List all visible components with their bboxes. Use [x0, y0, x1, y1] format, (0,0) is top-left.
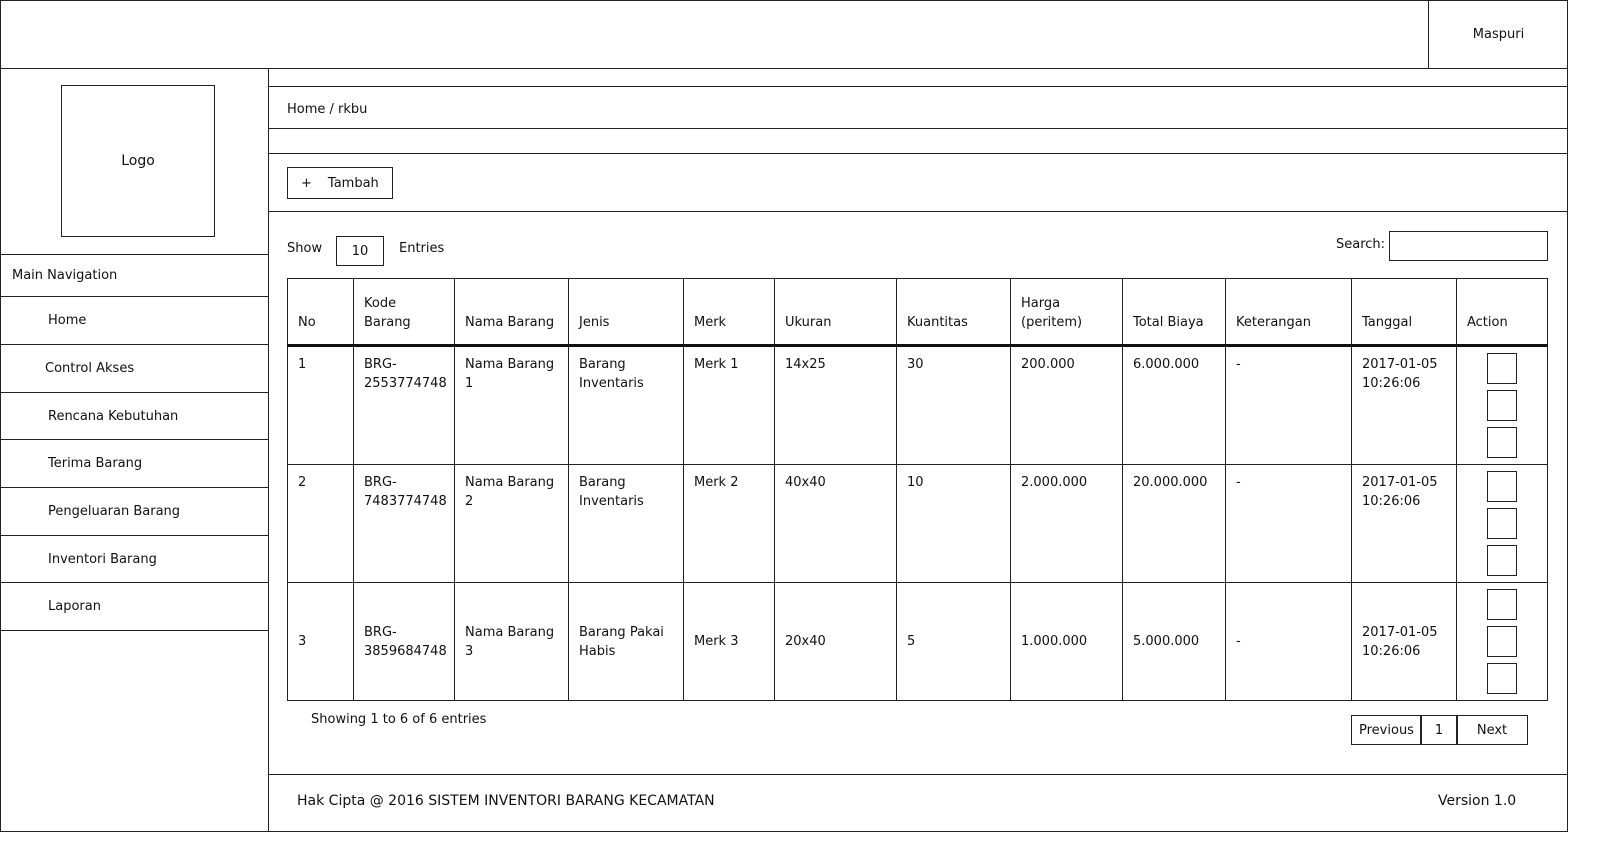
cell-keterangan: -: [1226, 465, 1352, 583]
edit-action-button[interactable]: [1487, 589, 1517, 620]
cell-no: 2: [288, 465, 354, 583]
column-header[interactable]: Keterangan: [1226, 279, 1352, 346]
cell-jenis: Barang Inventaris: [569, 346, 684, 465]
column-header[interactable]: Merk: [684, 279, 775, 346]
data-table: [287, 278, 1548, 701]
tambah-button[interactable]: [287, 167, 393, 199]
cell-action: [1457, 346, 1548, 465]
cell-ukuran: 20x40: [775, 583, 897, 701]
sidebar-item-label: Terima Barang: [48, 456, 143, 471]
view-action-button[interactable]: [1487, 626, 1517, 657]
cell-kuantitas: 30: [897, 346, 1011, 465]
cell-nama: Nama Barang 3: [455, 583, 569, 701]
column-header[interactable]: Total Biaya: [1123, 279, 1226, 346]
logo-text: Logo: [121, 153, 155, 169]
cell-ukuran: 14x25: [775, 346, 897, 465]
cell-nama: Nama Barang 2: [455, 465, 569, 583]
cell-kuantitas: 10: [897, 465, 1011, 583]
delete-action-button[interactable]: [1487, 663, 1517, 694]
sidebar-item-laporan[interactable]: [0, 582, 268, 630]
sidebar-item-label: Control Akses: [45, 361, 135, 376]
column-header[interactable]: No: [288, 279, 354, 346]
cell-tanggal: 2017-01-05 10:26:06: [1352, 583, 1457, 701]
table-info: Showing 1 to 6 of 6 entries: [311, 712, 487, 727]
search-label: Search:: [1336, 237, 1386, 252]
cell-harga: 200.000: [1011, 346, 1123, 465]
cell-no: 1: [288, 346, 354, 465]
sidebar-item-rencana-kebutuhan[interactable]: [0, 392, 268, 439]
sidebar-item-control-akses[interactable]: [0, 344, 268, 392]
nav-section-header: [0, 254, 268, 296]
divider: [268, 128, 1568, 129]
cell-kuantitas: 5: [897, 583, 1011, 701]
sidebar-item-label: Rencana Kebutuhan: [48, 408, 179, 424]
table-row: [288, 465, 1548, 583]
cell-keterangan: -: [1226, 583, 1352, 701]
breadcrumb[interactable]: Home / rkbu: [287, 102, 368, 117]
previous-label: Previous: [1359, 722, 1414, 738]
nav-section-label: Main Navigation: [12, 268, 118, 283]
column-header[interactable]: Nama Barang: [455, 279, 569, 346]
plus-icon: +: [301, 175, 312, 191]
header-divider: [0, 68, 1568, 69]
column-header[interactable]: Action: [1457, 279, 1548, 346]
sidebar-item-label: Home: [48, 313, 87, 328]
column-header[interactable]: Kode Barang: [354, 279, 455, 346]
sidebar-item-inventori-barang[interactable]: [0, 535, 268, 582]
cell-harga: 2.000.000: [1011, 465, 1123, 583]
column-header[interactable]: Ukuran: [775, 279, 897, 346]
nav-bottom-divider: [0, 630, 268, 631]
cell-jenis: Barang Inventaris: [569, 465, 684, 583]
sidebar-item-home[interactable]: [0, 296, 268, 344]
table-row: [288, 346, 1548, 465]
show-label: Show: [287, 241, 323, 256]
logo: [61, 85, 215, 237]
sidebar-item-pengeluaran-barang[interactable]: [0, 487, 268, 535]
cell-keterangan: -: [1226, 346, 1352, 465]
page-1-button[interactable]: [1420, 715, 1458, 745]
sidebar-item-label: Laporan: [48, 599, 101, 614]
next-label: Next: [1476, 722, 1508, 738]
column-header[interactable]: Jenis: [569, 279, 684, 346]
cell-harga: 1.000.000: [1011, 583, 1123, 701]
delete-action-button[interactable]: [1487, 427, 1517, 458]
edit-action-button[interactable]: [1487, 471, 1517, 502]
sidebar-divider: [268, 68, 269, 832]
entries-value: 10: [351, 243, 369, 259]
delete-action-button[interactable]: [1487, 545, 1517, 576]
sidebar-item-terima-barang[interactable]: [0, 439, 268, 487]
table-row: [288, 583, 1548, 701]
cell-tanggal: 2017-01-05 10:26:06: [1352, 346, 1457, 465]
cell-tanggal: 2017-01-05 10:26:06: [1352, 465, 1457, 583]
divider: [268, 153, 1568, 154]
sidebar-item-label: Inventori Barang: [48, 551, 157, 567]
cell-kode: BRG-7483774748: [354, 465, 455, 583]
edit-action-button[interactable]: [1487, 353, 1517, 384]
divider: [268, 211, 1568, 212]
cell-merk: Merk 3: [684, 583, 775, 701]
cell-merk: Merk 1: [684, 346, 775, 465]
cell-kode: BRG-3859684748: [354, 583, 455, 701]
sidebar-item-label: Pengeluaran Barang: [48, 504, 181, 519]
next-button[interactable]: [1456, 715, 1528, 745]
view-action-button[interactable]: [1487, 390, 1517, 421]
cell-action: [1457, 465, 1548, 583]
divider: [268, 86, 1568, 87]
entries-label: Entries: [399, 241, 445, 256]
cell-total: 5.000.000: [1123, 583, 1226, 701]
user-name: Maspuri: [1472, 27, 1525, 42]
cell-jenis: Barang Pakai Habis: [569, 583, 684, 701]
cell-merk: Merk 2: [684, 465, 775, 583]
column-header[interactable]: Tanggal: [1352, 279, 1457, 346]
cell-nama: Nama Barang 1: [455, 346, 569, 465]
cell-total: 6.000.000: [1123, 346, 1226, 465]
column-header[interactable]: Kuantitas: [897, 279, 1011, 346]
cell-total: 20.000.000: [1123, 465, 1226, 583]
search-input[interactable]: [1389, 231, 1548, 261]
cell-action: [1457, 583, 1548, 701]
cell-ukuran: 40x40: [775, 465, 897, 583]
tambah-label: Tambah: [327, 175, 379, 191]
column-header[interactable]: Harga (peritem): [1011, 279, 1123, 346]
cell-kode: BRG-2553774748: [354, 346, 455, 465]
page-1-label: 1: [1434, 722, 1444, 738]
cell-no: 3: [288, 583, 354, 701]
footer-divider: [268, 774, 1568, 775]
view-action-button[interactable]: [1487, 508, 1517, 539]
user-menu[interactable]: [1428, 0, 1568, 69]
copyright: Hak Cipta @ 2016 SISTEM INVENTORI BARANG KECAMATAN: [297, 793, 715, 809]
version: Version 1.0: [1438, 793, 1517, 809]
entries-select[interactable]: [336, 236, 384, 266]
previous-button[interactable]: [1351, 715, 1422, 745]
